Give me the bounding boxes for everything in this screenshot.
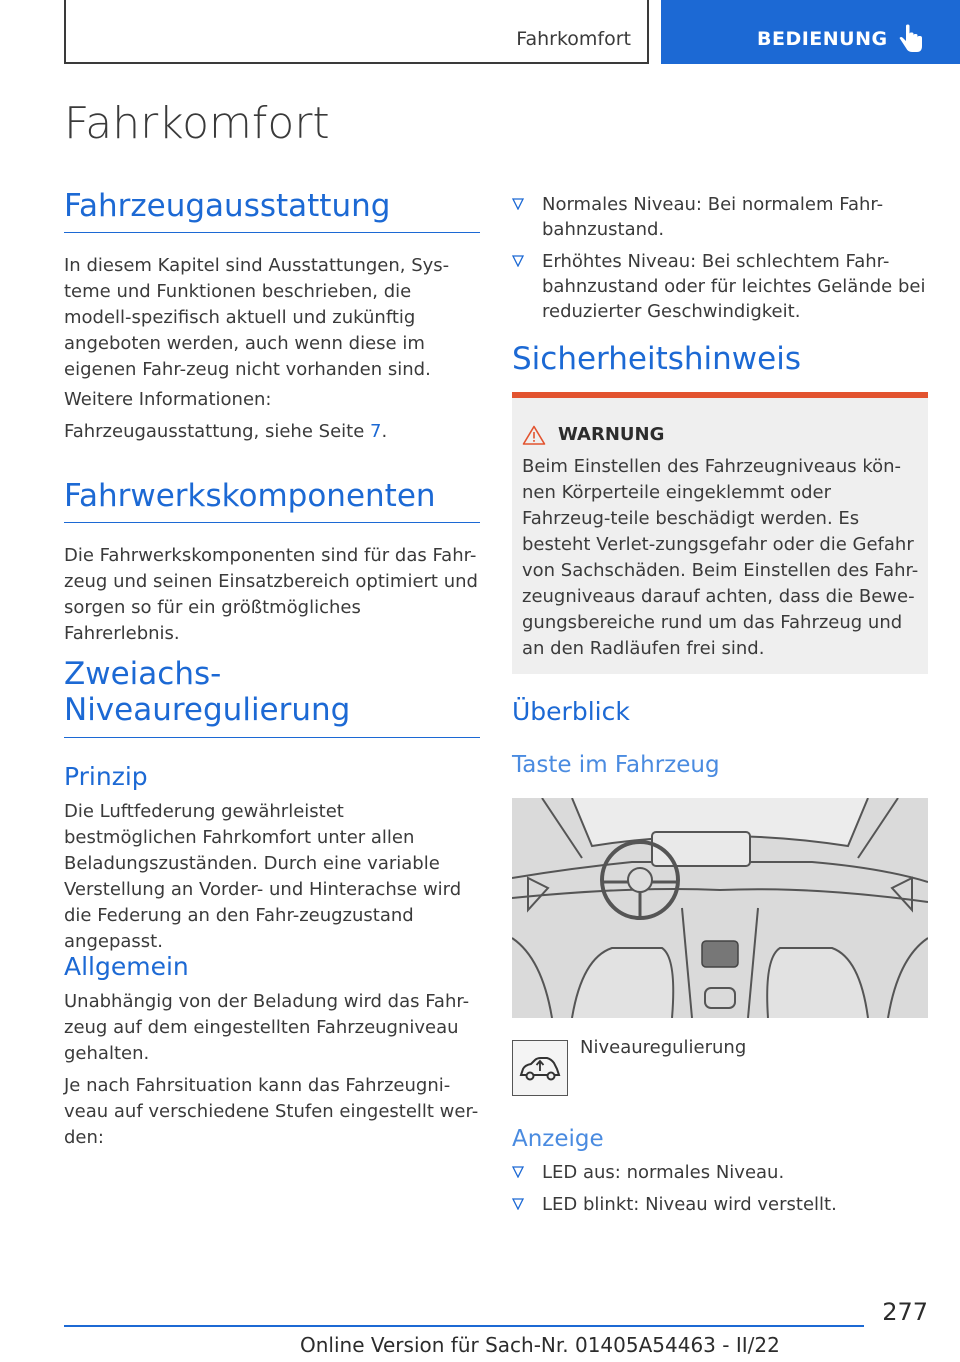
subheading-taste: Taste im Fahrzeug: [512, 752, 720, 778]
icon-label-niveauregulierung: Niveauregulierung: [580, 1037, 747, 1058]
section-title-niveauregulierung: [64, 656, 480, 738]
reference-end: .: [381, 421, 388, 442]
section-title-sicherheitshinweis: Sicherheitshinweis: [512, 341, 801, 377]
triangle-bullet-icon: [512, 255, 524, 267]
niveau-list: [512, 192, 928, 331]
cockpit-drawing: [512, 798, 928, 1018]
page-number: 277: [882, 1298, 928, 1326]
paragraph-ausstattung: In diesem Kapitel sind Ausstattungen, Sys-teme und Funktionen beschrieben, die modell-spezifisch aktuell und zukünftig angeboten werden, auch wenn diese im eigenen Fahr-zeug nicht vorhanden sind.: [64, 255, 450, 380]
header-chapter-tab[interactable]: [661, 0, 960, 64]
paragraph-allgemein-2: Je nach Fahrsituation kann das Fahrzeugni-veau auf verschiedene Stufen eingestellt wer-den:: [64, 1075, 479, 1148]
subheading-prinzip: Prinzip: [64, 762, 148, 791]
list-item: LED blinkt: Niveau wird verstellt.: [512, 1192, 928, 1217]
subheading-allgemein: Allgemein: [64, 952, 189, 981]
list-item: Erhöhtes Niveau: Bei schlechtem Fahr-bahnzustand oder für leichtes Gelände bei reduzierter Geschwindigkeit.: [512, 249, 928, 324]
pointing-hand-icon: [897, 24, 925, 54]
header-section-title: Fahrkomfort: [516, 28, 631, 50]
paragraph-fahrwerk: Die Fahrwerkskomponenten sind für das Fahr-zeug und seinen Einsatzbereich optimiert und sorgen so für ein größtmögliches Fahrerlebnis.: [64, 545, 478, 644]
footer-divider: [64, 1325, 864, 1327]
paragraph-weitere-info: Weitere Informationen:: [64, 389, 272, 410]
level-control-button-icon: [512, 1040, 568, 1096]
section-title-line2: Niveauregulierung: [64, 692, 351, 729]
footer-version-text: Online Version für Sach-Nr. 01405A54463 - II/22: [300, 1333, 780, 1357]
section-title-fahrzeugausstattung: Fahrzeugausstattung: [64, 188, 480, 233]
list-item: Normales Niveau: Bei normalem Fahr-bahnzustand.: [512, 192, 928, 242]
warning-label: WARNUNG: [558, 424, 665, 445]
section-title-line1: Zweiachs-: [64, 656, 222, 692]
header-section-box: [64, 0, 649, 64]
header-chapter-title: BEDIENUNG: [757, 28, 888, 50]
paragraph-prinzip: Die Luftfederung gewährleistet bestmöglichen Fahrkomfort unter allen Beladungszuständen. Durch eine variable Verstellung an Vorder- und Hinterachse wird die Federung an den Fahr-zeugzustand angepasst.: [64, 801, 462, 952]
triangle-bullet-icon: [512, 1198, 524, 1210]
page-title: Fahrkomfort: [64, 98, 330, 149]
paragraph-seitenverweis: [64, 419, 480, 445]
cockpit-illustration: [512, 798, 928, 1018]
warning-text: Beim Einstellen des Fahrzeugniveaus kön-nen Körperteile eingeklemmt oder Fahrzeug-teile beschädigt werden. Es besteht Verlet-zungsgefahr oder die Gefahr von Sachschäden. Beim Einstellen des Fahr-zeugniveaus darauf achten, dass die Bewe-gungsbereiche rund um das Fahrzeug und an den Radläufen frei sind.: [522, 456, 919, 659]
section-title-fahrwerkskomponenten: Fahrwerkskomponenten: [64, 478, 480, 523]
led-list: [512, 1160, 928, 1224]
warning-triangle-icon: [522, 425, 546, 445]
subheading-anzeige: Anzeige: [512, 1126, 604, 1152]
warning-box: [512, 392, 928, 674]
warning-header: [522, 424, 664, 445]
subheading-ueberblick: Überblick: [512, 697, 630, 726]
car-level-icon: [513, 1041, 566, 1094]
list-item: LED aus: normales Niveau.: [512, 1160, 928, 1185]
page-link[interactable]: 7: [370, 421, 382, 442]
reference-text: Fahrzeugausstattung, siehe Seite: [64, 421, 370, 442]
triangle-bullet-icon: [512, 198, 524, 210]
triangle-bullet-icon: [512, 1166, 524, 1178]
paragraph-allgemein-1: Unabhängig von der Beladung wird das Fahr-zeug auf dem eingestellten Fahrzeugniveau gehalten.: [64, 991, 470, 1064]
